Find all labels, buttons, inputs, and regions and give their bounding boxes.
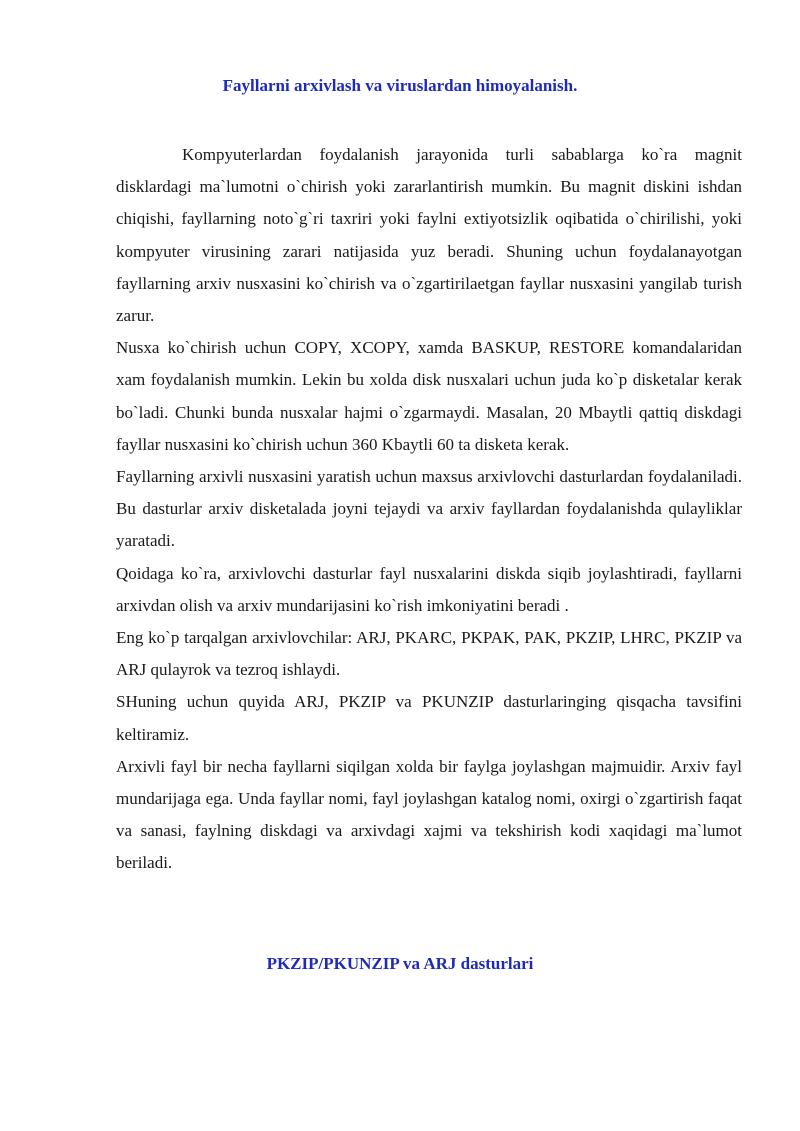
page-title: Fayllarni arxivlash va viruslardan himoyalanish. xyxy=(222,76,578,95)
paragraph-archiver-rules: Qoidaga ko`ra, arxivlovchi dasturlar fayl nusxalarini diskda siqib joylashtiradi, fayllarni arxivdan olish va arxiv mundarijasini ko`rish imkoniyatini beradi . xyxy=(116,563,742,615)
document-body xyxy=(116,139,742,880)
paragraph-intro: Kompyuterlardan foydalanish jarayonida turli sabablarga ko`ra magnit disklardagi ma`lumotni o`chirish yoki zararlantirish mumkin. Bu magnit diskini ishdan chiqishi, fayllarning noto`g`ri taxriri yoki faylni extiyotsizlik oqibatida o`chirilishi, yoki kompyuter virusining zarari natijasida yuz beradi. Shuning uchun foydalanayotgan fayllarning arxiv nusxasini ko`chirish va o`zgartirilaetgan fayllar nusxasini yangilab turish zarur. xyxy=(116,145,742,326)
section-heading: PKZIP/PKUNZIP va ARJ dasturlari xyxy=(266,954,534,973)
paragraph-archive-file: Arxivli fayl bir necha fayllarni siqilgan xolda bir faylga joylashgan majmuidir. Arxiv fayl mundarijaga ega. Unda fayllar nomi, fayl joylashgan katalog nomi, oxirgi o`zgartirish faqat va sanasi, faylning diskdagi va arxivdagi xajmi va tekshirish kodi xaqidagi ma`lumot beriladi. xyxy=(116,756,742,873)
paragraph-copy-commands: Nusxa ko`chirish uchun COPY, XCOPY, xamda BASKUP, RESTORE komandalaridan xam foydalanish mumkin. Lekin bu xolda disk nusxalari uchun juda ko`p disketalar kerak bo`ladi. Chunki bunda nusxalar hajmi o`zgarmaydi. Masalan, 20 Mbaytli qattiq diskdagi fayllar nusxasini ko`chirish uchun 360 Kbaytli 60 ta disketa kerak. xyxy=(116,338,742,454)
paragraph-description-intro: SHuning uchun quyida ARJ, PKZIP va PKUNZIP dasturlaringing qisqacha tavsifini keltiramiz. xyxy=(116,692,742,744)
paragraph-common-archivers: Eng ko`p tarqalgan arxivlovchilar: ARJ, PKARC, PKPAK, PAK, PKZIP, LHRC, PKZIP va ARJ qulayrok va tezroq ishlaydi. xyxy=(116,628,742,680)
paragraph-archive-programs: Fayllarning arxivli nusxasini yaratish uchun maxsus arxivlovchi dasturlardan foydalaniladi. Bu dasturlar arxiv disketalada joyni tejaydi va arxiv fayllardan foydalanishda qulayliklar yaratadi. xyxy=(116,467,742,551)
